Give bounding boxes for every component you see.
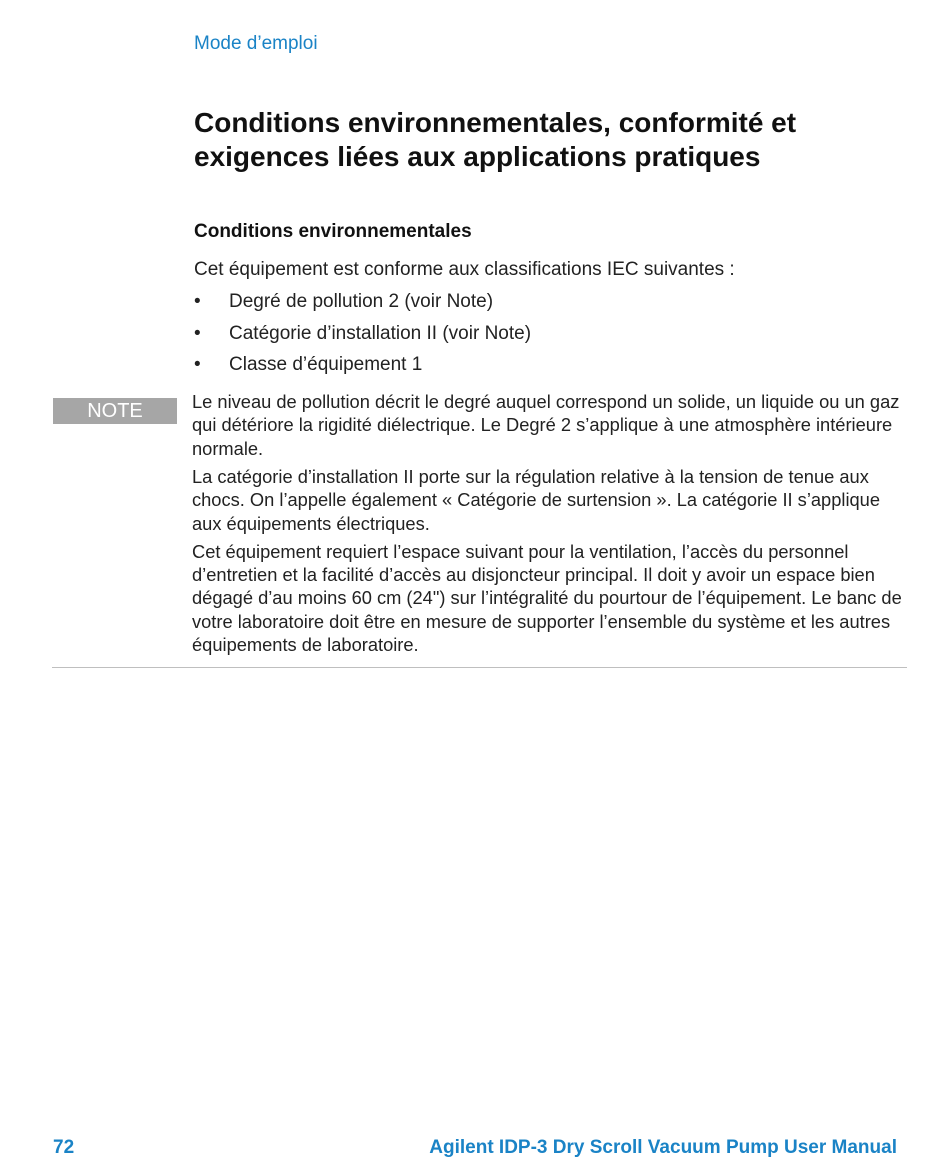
note-paragraph: La catégorie d’installation II porte sur la régulation relative à la tension de tenue aux chocs. On l’appelle également « Catégorie de surtension ». La catégorie II s’applique aux équipements électriques. — [192, 465, 881, 534]
footer-manual-title: Agilent IDP-3 Dry Scroll Vacuum Pump User Manual — [429, 1137, 897, 1158]
list-item — [194, 353, 531, 385]
section-divider — [52, 667, 907, 668]
list-item-text: Catégorie d’installation II (voir Note) — [229, 322, 532, 344]
list-item-text: Degré de pollution 2 (voir Note) — [229, 291, 494, 312]
bullet-icon: • — [194, 291, 201, 312]
section-intro: Cet équipement est conforme aux classifications IEC suivantes : — [194, 259, 735, 280]
section-heading: Conditions environnementales — [194, 221, 472, 242]
classification-list — [194, 290, 531, 385]
list-item-text: Classe d’équipement 1 — [229, 354, 423, 375]
note-body — [192, 390, 904, 661]
page-title: Conditions environnementales, conformité et exigences liées aux applications pratiques — [194, 107, 797, 172]
page-number: 72 — [53, 1137, 75, 1158]
list-item — [194, 290, 531, 322]
note-label: NOTE — [53, 398, 177, 424]
bullet-icon: • — [194, 322, 201, 344]
bullet-icon: • — [194, 354, 201, 375]
note-paragraph: Le niveau de pollution décrit le degré auquel correspond un solide, un liquide ou un gaz qui détériore la rigidité diélectrique. Le Degré 2 s’applique à une atmosphère intérieure normale. — [192, 391, 900, 459]
list-item — [194, 322, 531, 354]
note-paragraph: Cet équipement requiert l’espace suivant pour la ventilation, l’accès du personnel d’entretien et la facilité d’accès au disjoncteur principal. Il doit y avoir un espace bien dégagé d’au moins 60 cm (24") sur l’intégralité du pourtour de l’équipement. Le banc de votre laboratoire doit être en mesure de supporter l’ensemble du système et les autres équipements de laboratoire. — [192, 540, 902, 656]
running-header: Mode d’emploi — [194, 33, 318, 54]
